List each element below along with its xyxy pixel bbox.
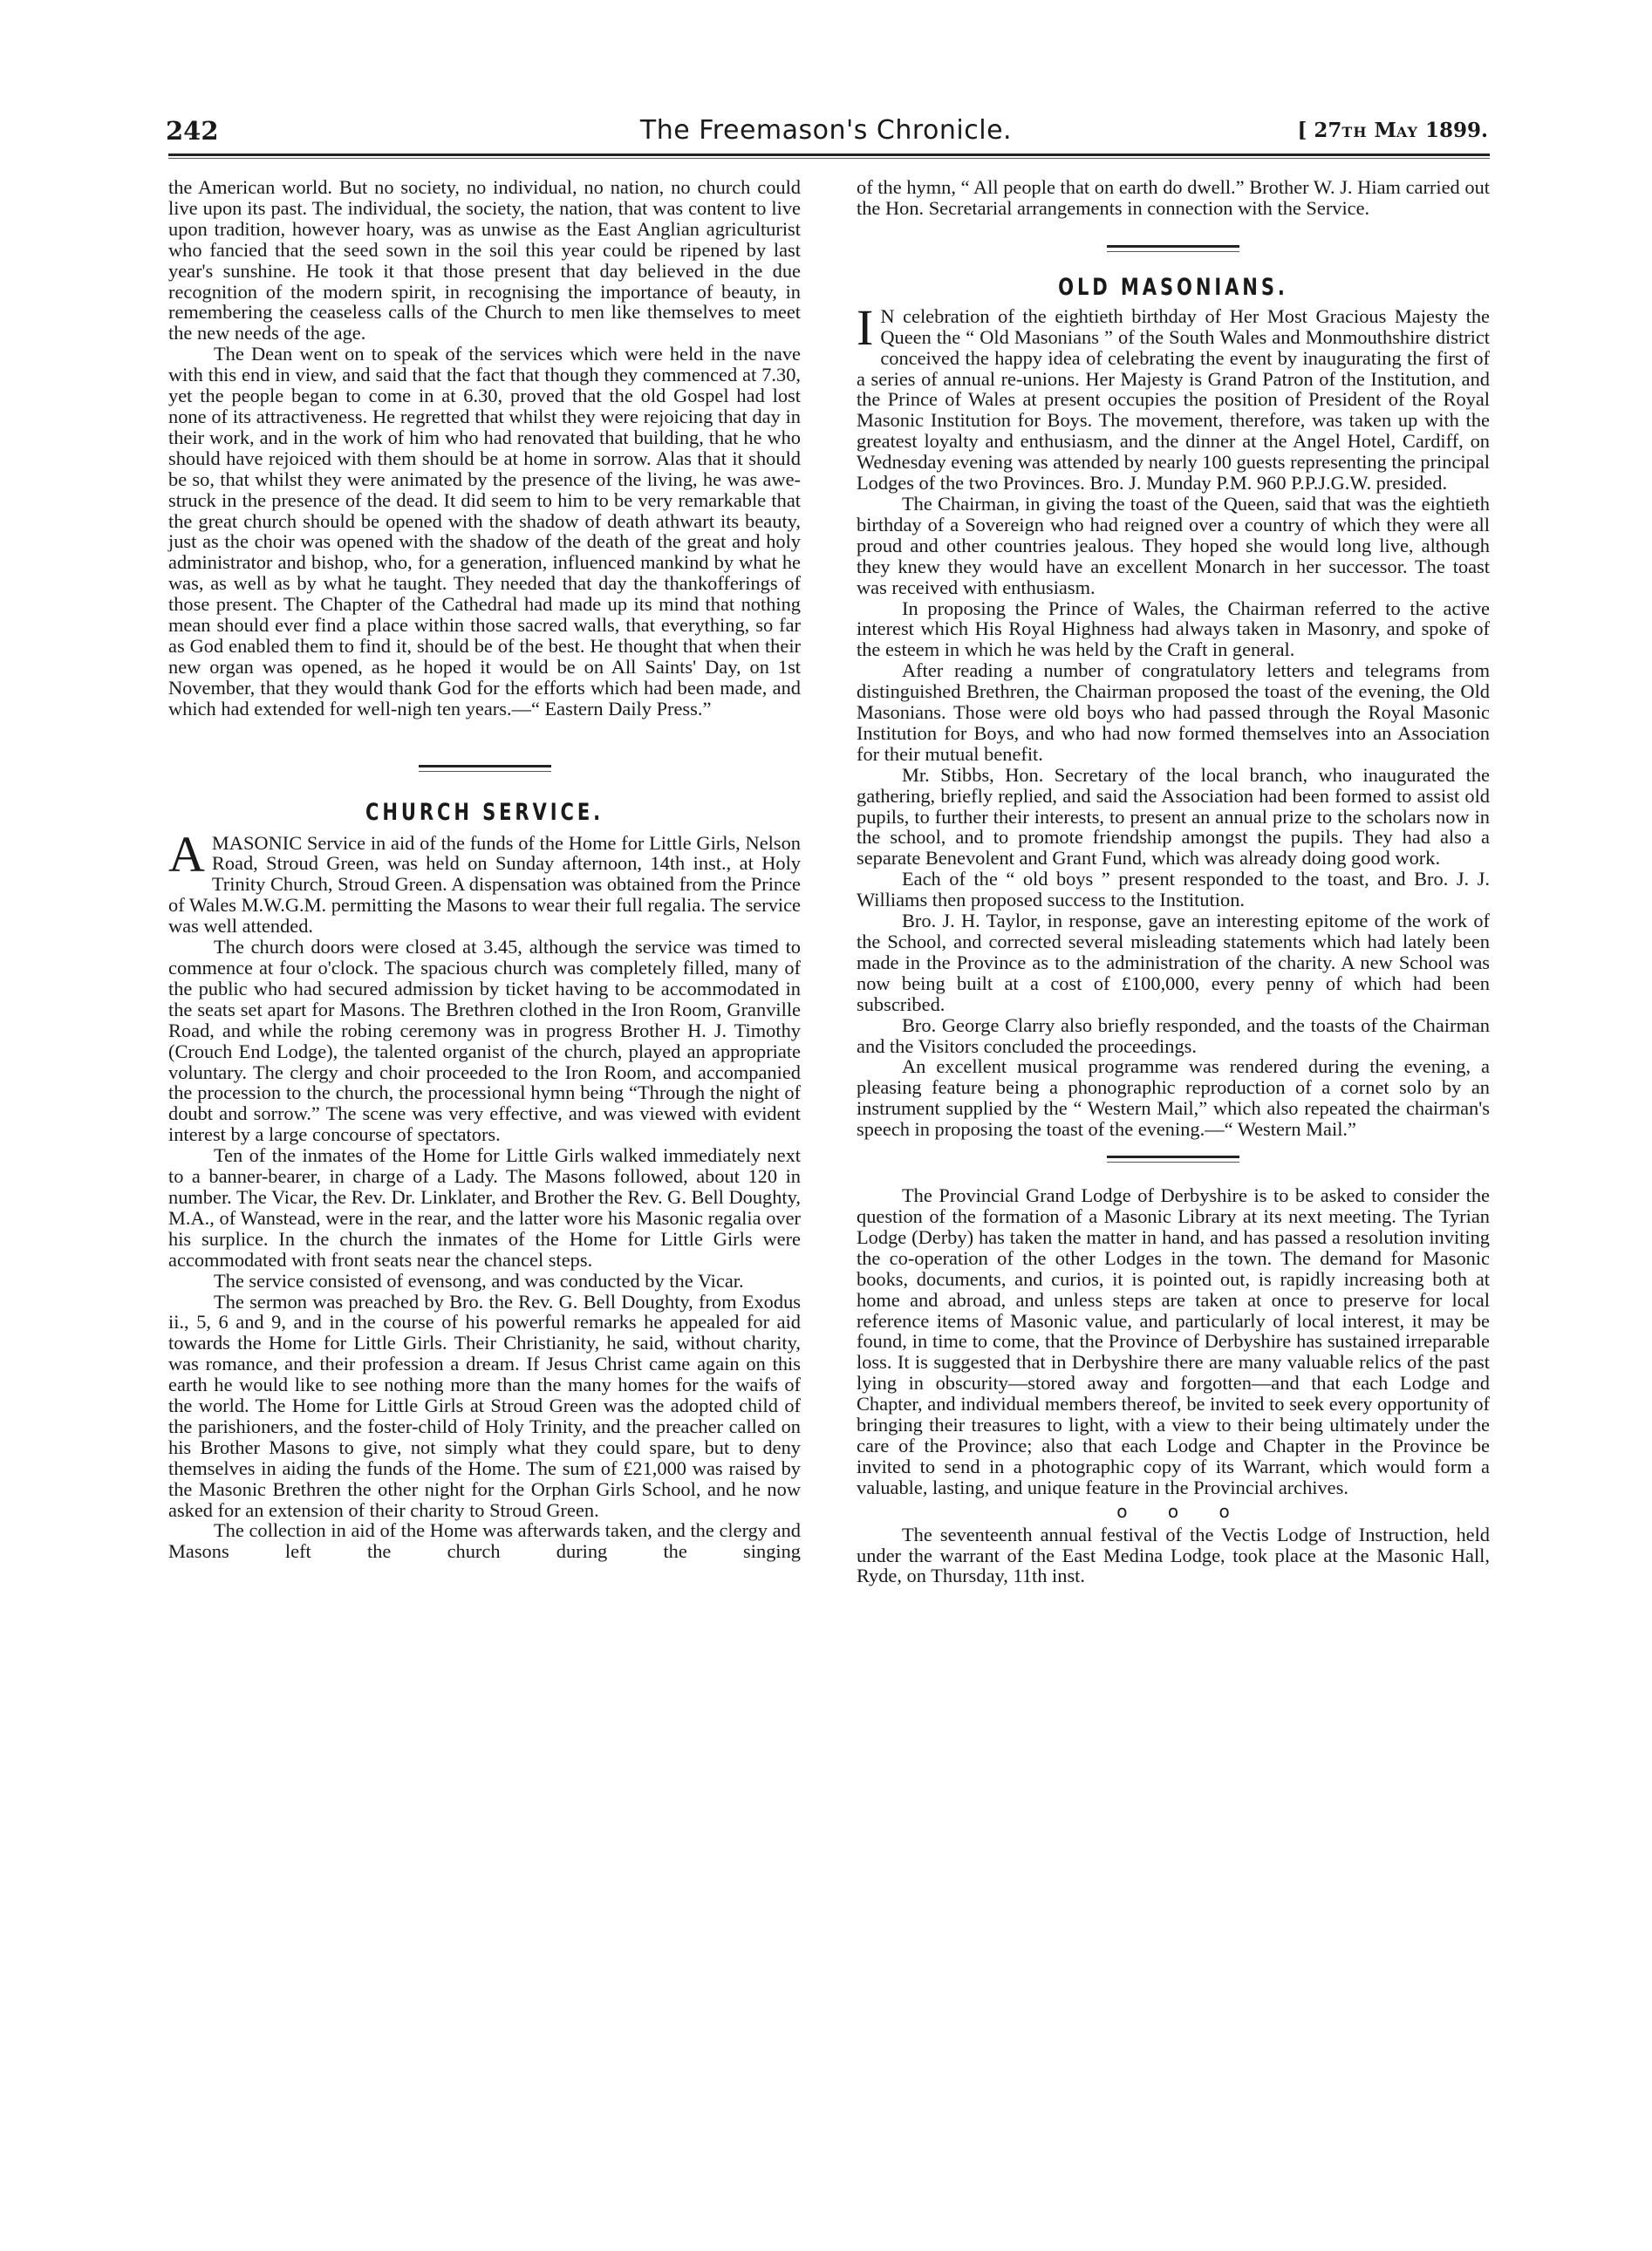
paragraph-separator: o o o <box>1116 1500 1230 1522</box>
intro-text: N celebration of the eightieth birthday of Her Most Gracious Majesty the Queen the “ Old Masonians ” of the South Wales and Monmouthshire district conceived the happy idea of celebrating the event by inaugurating the first of a series of annual re-unions. Her Majesty is Grand Patron of the Institution, and the Prince of Wales at present occupies the position of President of the Royal Masonic Institution for Boys. The movement, therefore, was taken up with the greatest loyalty and enthusiasm, and the dinner at the Angel Hotel, Cardiff, on Wednesday evening was attended by nearly 100 guests representing the principal Lodges of the two Provinces. Bro. J. Munday P.M. 960 P.P.J.G.W. presided. <box>857 304 1490 495</box>
right-column <box>857 177 1490 1586</box>
intro-text: MASONIC Service in aid of the funds of the Home for Little Girls, Nelson Road, Stroud Green, was held on Sunday afternoon, 14th inst., at Holy Trinity Church, Stroud Green. A dispensation was obtained from the Prince of Wales M.W.G.M. permitting the Masons to wear their full regalia. The service was well attended. <box>168 831 801 938</box>
dean-paragraph: The Dean went on to speak of the services which were held in the nave with this end in view, and said that the fact that though they commenced at 7.30, yet the people began to come in at 6.30, proved that the old Gospel had lost none of its attractiveness. He regretted that whilst they were rejoicing that day in their work, and in the work of him who had renovated that building, that he who should have rejoiced with them should be at home in sorrow. Alas that it should be so, that whilst they were animated by the presence of the living, he was awe-struck in the presence of the dead. It did seem to him to be very remarkable that the great church should be opened with the shadow of death athwart its beauty, just as the choir was opened with the shadow of the death of the great and holy administrator and bishop, who, for a generation, influenced mankind by what he was, as well as by what he taught. They needed that day the thankofferings of those present. The Chapter of the Cathedral had made up its mind that nothing mean should ever find a place within those sacred walls, that everything, so far as God enabled them to find it, should be of the best. He thought that when their new organ was opened, as he hoped it would be on All Saints' Day, on 1st November, that they would thank God for the efforts which had been made, and which had extended for well-nigh ten years.—“ Eastern Daily Press.” <box>168 343 801 720</box>
drop-cap: A <box>168 825 205 883</box>
article-paragraph: The Chairman, in giving the toast of the Queen, said that was the eightieth birthday of a Sovereign who had reigned over a country of which they were all proud and other countries jealous. They hoped she would long live, although they knew they would have an excellent Monarch in her successor. The toast was received with enthusiasm. <box>857 492 1490 598</box>
vectis-paragraph: The seventeenth annual festival of the Vectis Lodge of Instruction, held under the warrant of the East Medina Lodge, took place at the Masonic Hall, Ryde, on Thursday, 11th inst. <box>857 1523 1490 1587</box>
publication-title: The Freemason's Chronicle. <box>639 115 1013 146</box>
header-rule <box>168 153 1490 156</box>
article-paragraph: The church doors were closed at 3.45, although the service was timed to commence at four o'clock. The spacious church was completely filled, many of the public who had secured admission by ticket having to be accommodated in the seats set apart for Masons. The Brethren clothed in the Iron Room, Granville Road, and while the robing ceremony was in progress Brother H. J. Timothy (Crouch End Lodge), the talented organist of the church, played an appropriate voluntary. The clergy and choir proceeded to the Iron Room, and accompanied the procession to the church, the processional hymn being “Through the night of doubt and sorrow.” The scene was very effective, and was viewed with evident interest by a large concourse of spectators. <box>168 936 801 1146</box>
church-service-heading: CHURCH SERVICE. <box>365 798 604 826</box>
church-service-intro <box>168 825 801 938</box>
date-month-initial: M <box>1367 119 1396 142</box>
article-paragraph: Bro. George Clarry also briefly responded, and the toasts of the Chairman and the Visitors concluded the proceedings. <box>857 1013 1490 1057</box>
old-masonians-intro <box>857 298 1490 495</box>
date-year: 1899. <box>1417 119 1488 142</box>
continued-paragraph: of the hymn, “ All people that on earth do dwell.” Brother W. J. Hiam carried out the Hon. Secretarial arrangements in connection with the Service. <box>857 176 1490 219</box>
article-paragraph: An excellent musical programme was rendered during the evening, a pleasing feature being a phonographic reproduction of a cornet solo by an instrument supplied by the “ Western Mail,” which also repeated the chairman's speech in proposing the toast of the evening.—“ Western Mail.” <box>857 1055 1490 1141</box>
spacer <box>857 1140 1490 1156</box>
date-ordinal: TH <box>1341 124 1368 140</box>
article-paragraph: Ten of the inmates of the Home for Little Girls walked immediately next to a banner-bearer, in charge of a Lady. The Masons followed, about 120 in number. The Vicar, the Rev. Dr. Linklater, and Brother the Rev. G. Bell Doughty, M.A., of Wanstead, were in the rear, and the latter wore his Masonic regalia over his surplice. In the church the inmates of the Home for Little Girls were accommodated with front seats near the chancel steps. <box>168 1144 801 1271</box>
derbyshire-paragraph: The Provincial Grand Lodge of Derbyshire is to be asked to consider the question of the formation of a Masonic Library at its next meeting. The Tyrian Lodge (Derby) has taken the matter in hand, and has passed a resolution inviting the co-operation of the other Lodges in the town. The demand for Masonic books, documents, and curios, it is pointed out, is rapidly increasing both at home and abroad, and unless steps are taken at once to preserve for local reference items of Masonic value, and particularly of local interest, it may be found, in time to come, that the Province of Derbyshire has sustained irreparable loss. It is suggested that in Derbyshire there are many valuable relics of the past lying in obscurity—stored away and forgotten—and that each Lodge and Chapter, and individual members thereof, be invited to seek every opportunity of bringing their treasures to light, with a view to their being ultimately under the care of the Province; also that each Lodge and Chapter in the Province be invited to send in a photographic copy of its Warrant, which would form a valuable, lasting, and unique feature in the Provincial archives. <box>857 1184 1490 1498</box>
article-paragraph: After reading a number of congratulatory letters and telegrams from distinguished Brethren, the Chairman proposed the toast of the evening, the Old Masonians. Those were old boys who had passed through the Royal Masonic Institution for Boys, and who had now formed themselves into an Association for their mutual benefit. <box>857 659 1490 765</box>
spacer <box>168 772 801 798</box>
date-month-rest: AY <box>1396 124 1418 140</box>
article-paragraph: In proposing the Prince of Wales, the Chairman referred to the active interest which His Royal Highness had always taken in Masonry, and spoke of the esteem in which he was held by the Craft in general. <box>857 597 1490 661</box>
spacer <box>168 720 801 765</box>
article-paragraph: The sermon was preached by Bro. the Rev. G. Bell Doughty, from Exodus ii., 5, 6 and 9, and in the course of his powerful remarks he appealed for aid towards the Home for Little Girls. Their Christianity, he said, without charity, was romance, and their profession a dream. If Jesus Christ came again on this earth he would like to see nothing more than the many homes for the waifs of the world. The Home for Little Girls at Stroud Green was the adopted child of the parishioners, and the foster-child of Holy Trinity, and the preacher called on his Brother Masons to give, not simply what they could spare, but to deny themselves in aiding the funds of the Home. The sum of £21,000 was raised by the Masonic Brethren the other night for the Orphan Girls School, and he now asked for an extension of their charity to Stroud Green. <box>168 1290 801 1521</box>
drop-cap: I <box>857 298 874 356</box>
spacer <box>857 219 1490 245</box>
section-divider <box>419 765 551 772</box>
issue-date <box>1298 112 1488 150</box>
page-number: 242 <box>166 116 219 146</box>
date-day: [ 27 <box>1297 119 1342 142</box>
spacer <box>857 1163 1490 1185</box>
section-divider <box>1107 1156 1239 1163</box>
article-paragraph: Bro. J. H. Taylor, in response, gave an interesting epitome of the work of the School, and corrected several misleading statements which had lately been made in the Province as to the administration of the charity. A new School was now being built at a cost of £100,000, every penny of which had been subscribed. <box>857 910 1490 1015</box>
article-paragraph: The service consisted of evensong, and was conducted by the Vicar. <box>214 1269 744 1292</box>
article-paragraph: The collection in aid of the Home was afterwards taken, and the clergy and Masons left the church during the singing <box>168 1519 801 1563</box>
article-paragraph: Each of the “ old boys ” present responded to the toast, and Bro. J. J. Williams then proposed success to the Institution. <box>857 868 1490 911</box>
header-rule-thin <box>168 158 1490 159</box>
spacer <box>857 252 1490 273</box>
old-masonians-heading: OLD MASONIANS. <box>1058 273 1288 301</box>
article-paragraph: Mr. Stibbs, Hon. Secretary of the local branch, who inaugurated the gathering, briefly replied, and said the Association had been formed to assist old pupils, to further their interests, to present an annual prize to the scholars now in the school, and to promote friendship amongst the pupils. They had also a separate Benevolent and Grant Fund, which was already doing good work. <box>857 763 1490 870</box>
continued-paragraph: the American world. But no society, no individual, no nation, no church could live upon its past. The individual, the society, the nation, that was content to live upon tradition, however hoary, was as unwise as the East Anglian agriculturist who fancied that the seed sown in the soil this year could be ripened by last year's sunshine. He took it that those present that day believed in the due recognition of the modern spirit, in recognising the importance of beauty, in remembering the ceaseless calls of the Church to men like themselves to meet the new needs of the age. <box>168 176 801 344</box>
section-divider <box>1107 245 1239 252</box>
left-column <box>168 177 801 1562</box>
